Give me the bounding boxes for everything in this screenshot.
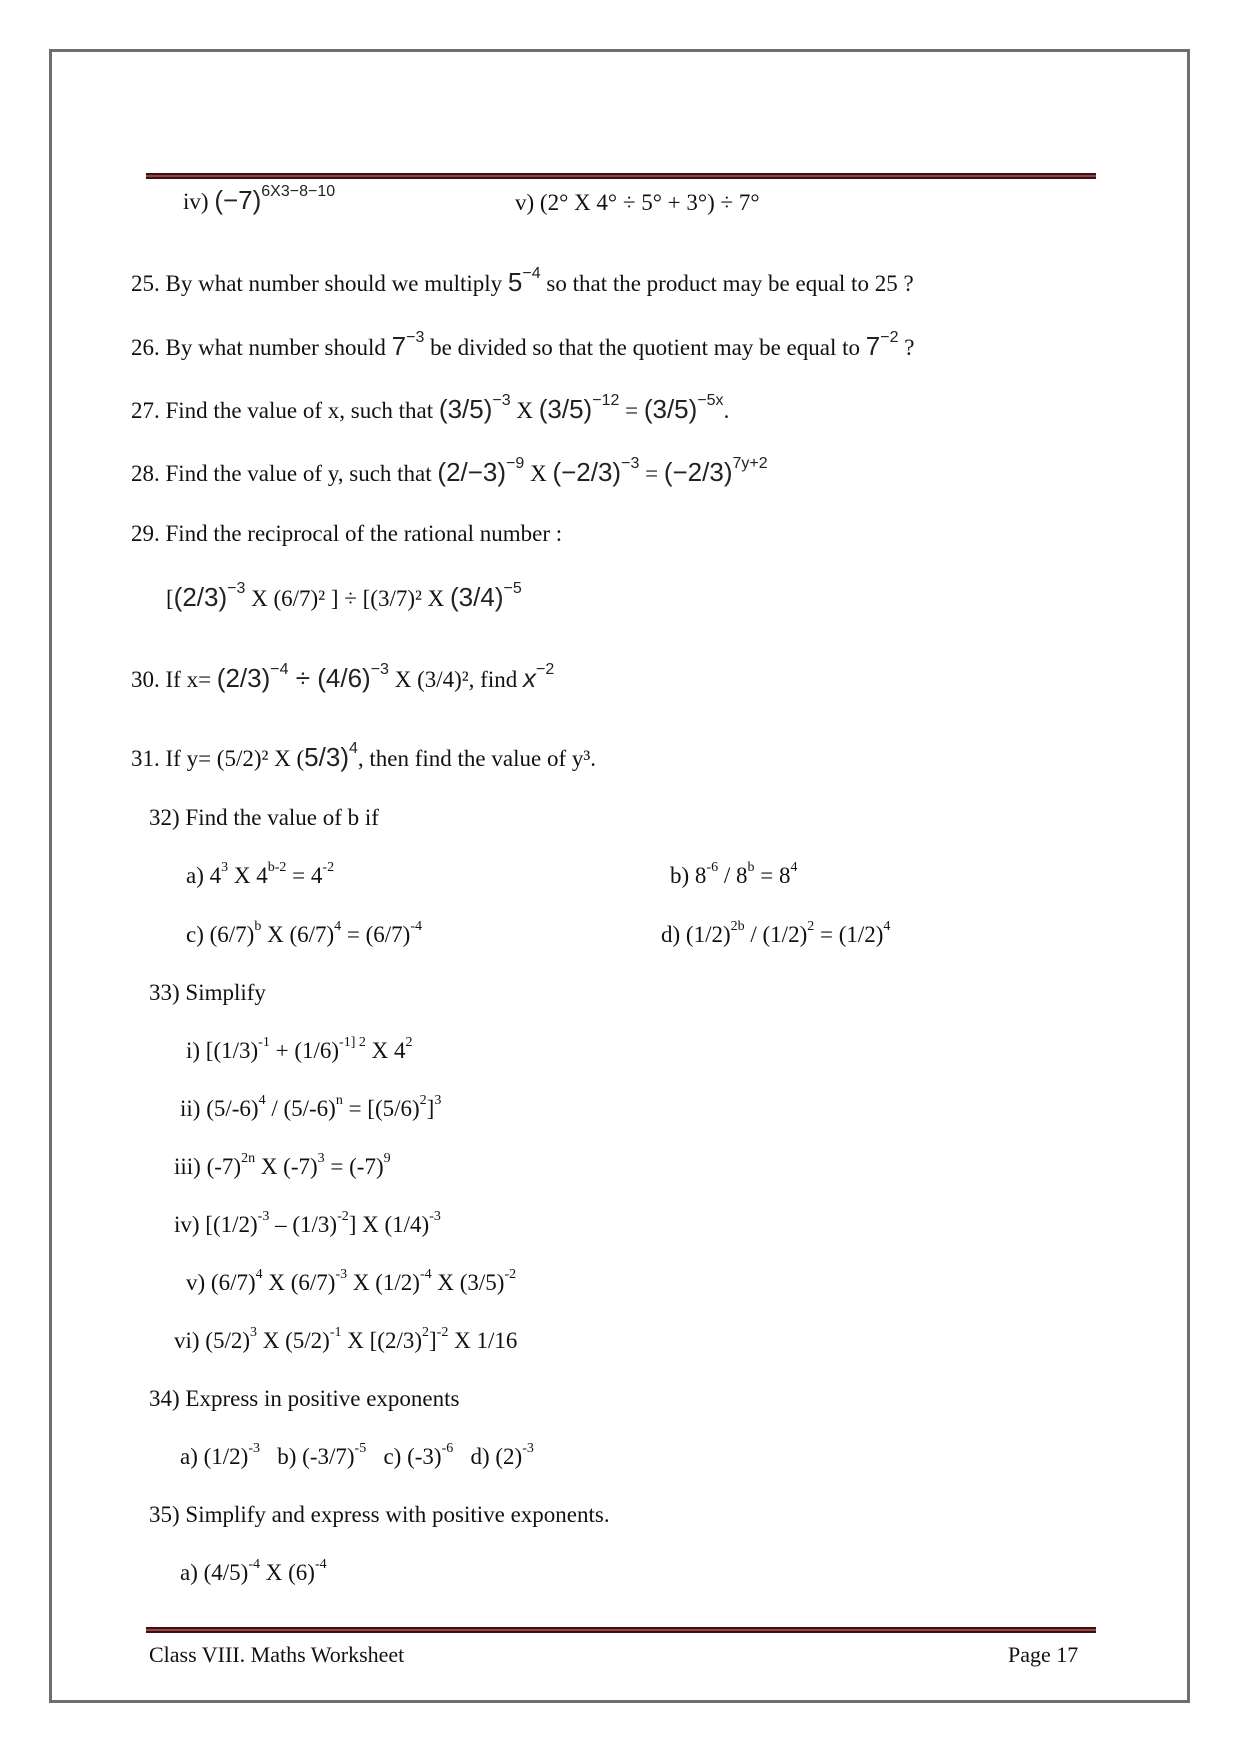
question-32-c: c) $(6/7)^b$ X $(6/7)^4 = (6/7)^{-4}$ <box>186 919 423 947</box>
question-26: 26. By what number should $7^{-3}$ be divided so that the quotient may be equal to $7^{-2}$ ? <box>131 329 915 361</box>
question-33-iv: iv) $[(1/2)^{-3} - (1/3)^{-2}]$ X $(1/4)^{-3}$ <box>174 1209 441 1237</box>
question-31: 31. If y= (5/2)² X $(5/3)^4$, then find the value of y³. <box>131 740 596 772</box>
question-33-v: v) $(6/7)^4$ X $(6/7)^{-3}$ X $(1/2)^{-4}$ X $(3/5)^{-2}$ <box>186 1267 517 1295</box>
question-28: 28. Find the value of y, such that $(2/-3)^{-9}$ X $(-2/3)^{-3} = (-2/3)^{7y+2}$ <box>131 455 768 487</box>
question-33-title: 33) Simplify <box>149 980 266 1005</box>
footer-rule <box>146 1627 1096 1633</box>
question-32-title: 32) Find the value of b if <box>149 805 379 830</box>
footer-title: Class VIII. Maths Worksheet <box>149 1642 405 1667</box>
question-30: 30. If $x= (2/3)^{-4} \div (4/6)^{-3}$ X (3/4)², find $x^{-2}$ <box>131 661 555 693</box>
question-29: 29. Find the reciprocal of the rational number : <box>131 521 563 546</box>
page-number: Page 17 <box>1008 1642 1079 1667</box>
question-35-a: a) $(4/5)^{-4}$ X $(6)^{-4}$ <box>180 1557 327 1585</box>
q24-iv: iv) $(-7)^{6X3-8-10}$ <box>183 183 336 215</box>
question-34-parts: a) $(1/2)^{-3}$ b) $(-3/7)^{-5}$ c) $(-3)^{-6}$ d) $(2)^{-3}$ <box>180 1441 534 1469</box>
q24-v: v) (2° X 4° ÷ 5° + 3°) ÷ 7° <box>515 190 760 215</box>
question-35-title: 35) Simplify and express with positive exponents. <box>149 1502 610 1527</box>
question-25: 25. By what number should we multiply $5^{-4}$ so that the product may be equal to 25 ? <box>131 265 914 297</box>
question-32-b: b) $8^{-6} / 8^b = 8^4$ <box>670 860 798 888</box>
question-33-ii: ii) $(5/-6)^4 / (5/-6)^n = [(5/6)^2]^3$ <box>180 1093 442 1121</box>
question-29-expression: [$(2/3)^{-3}$ X (6/7)² ] ÷ [(3/7)² X $(3/4)^{-5}$ <box>166 580 522 612</box>
question-27: 27. Find the value of x, such that $(3/5)^{-3}$ X $(3/5)^{-12} = (3/5)^{-5x}$. <box>131 392 730 424</box>
question-32-d: d) $(1/2)^{2b} / (1/2)^2 = (1/2)^4$ <box>661 919 891 947</box>
question-32-a: a) $4^3$ X $4^{b-2} = 4^{-2}$ <box>186 860 335 888</box>
question-33-iii: iii) $(-7)^{2n}$ X $(-7)^3 = (-7)^9$ <box>174 1151 391 1179</box>
question-33-i: i) [$(1/3)^{-1} + (1/6)^{-1] 2}$ X $4^2$ <box>186 1035 413 1063</box>
question-33-vi: vi) $(5/2)^3$ X $(5/2)^{-1}$ X $[(2/3)^2]^{-2}$ X 1/16 <box>174 1325 518 1353</box>
question-34-title: 34) Express in positive exponents <box>149 1386 460 1411</box>
header-rule <box>146 173 1096 179</box>
